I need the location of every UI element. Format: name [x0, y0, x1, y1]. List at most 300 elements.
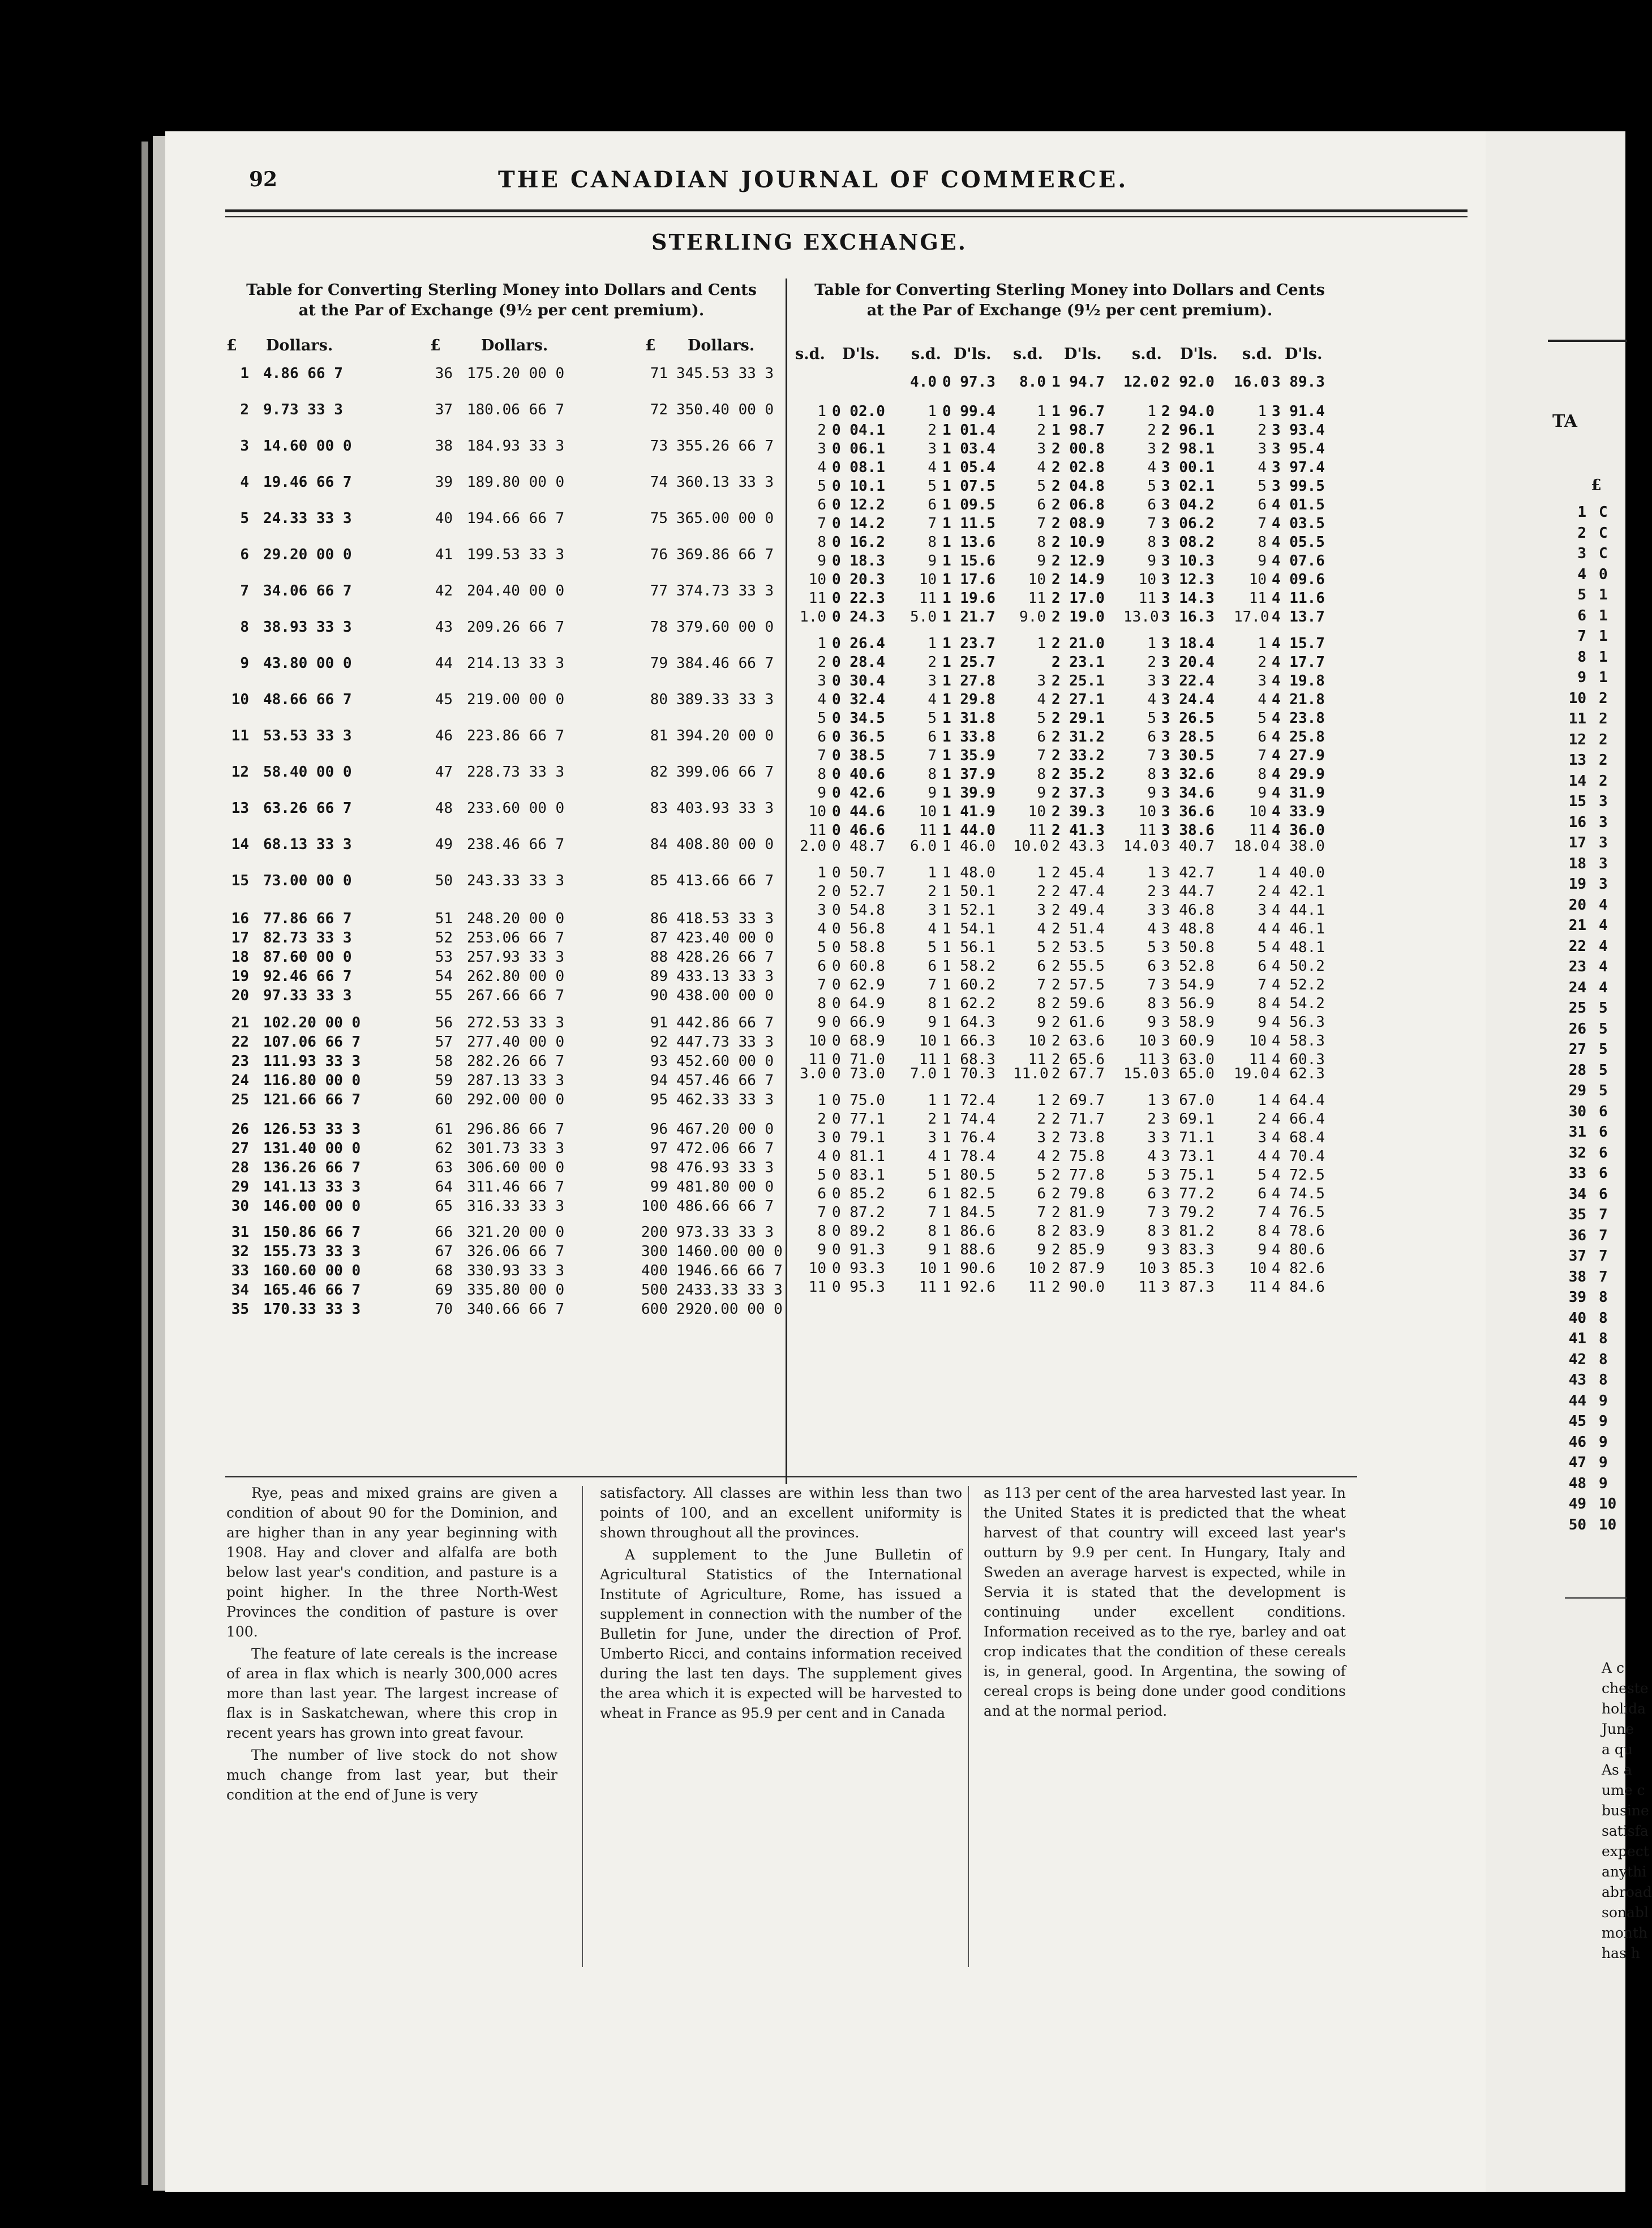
pound-cell: 76: [650, 546, 668, 563]
facing-pound-cell: 18: [1568, 855, 1586, 872]
facing-dollar-cell: 6: [1599, 1124, 1608, 1141]
article-column-3: [984, 1483, 1346, 1723]
facing-pound-cell: 40: [1568, 1309, 1586, 1327]
sd-cell: 10: [1028, 1032, 1046, 1049]
sd-cell: 3: [817, 440, 826, 457]
dls-cell: 3 52.8: [1161, 958, 1215, 975]
section-title: STERLING EXCHANGE.: [651, 229, 967, 255]
sd-cell: 1: [817, 635, 826, 652]
dls-cell: 0 77.1: [832, 1111, 885, 1128]
pound-cell: 57: [435, 1034, 453, 1051]
sd-cell: 3: [817, 672, 826, 689]
dls-cell: 2 23.1: [1052, 654, 1105, 671]
facing-pound-cell: 14: [1568, 772, 1586, 790]
facing-dollar-cell: 2: [1599, 710, 1608, 727]
dls-cell: 2 39.3: [1052, 803, 1105, 820]
dollar-cell: 413.66 66 7: [676, 872, 774, 889]
sd-cell: 9: [817, 785, 826, 802]
sd-cell: 7: [817, 1204, 826, 1221]
sd-cell: 9: [1258, 785, 1267, 802]
dls-cell: 3 06.2: [1161, 515, 1215, 532]
dls-cell: 0 81.1: [832, 1148, 885, 1165]
dls-cell: 0 60.8: [832, 958, 885, 975]
dls-cell: 1 90.6: [942, 1260, 996, 1277]
pound-cell: 86: [650, 910, 668, 927]
sd-cell: 7: [928, 747, 937, 764]
pound-cell: 92: [650, 1034, 668, 1051]
facing-text-line: June: [1602, 1721, 1634, 1737]
sd-cell: 6: [1258, 1185, 1267, 1202]
dls-cell: 4 33.9: [1272, 803, 1325, 820]
pound-cell: 36: [435, 365, 453, 382]
dls-cell: 0 04.1: [832, 422, 885, 439]
sd-cell: 11: [1248, 1051, 1267, 1068]
pound-cell: 99: [650, 1179, 668, 1196]
sd-cell: 6: [1037, 496, 1046, 513]
pound-cell: 49: [435, 836, 453, 853]
dls-cell: 1 52.1: [942, 902, 996, 919]
sd-cell: 1: [928, 635, 937, 652]
facing-dollar-cell: 6: [1599, 1103, 1608, 1120]
dollar-cell: 219.00 00 0: [467, 691, 565, 708]
dollar-cell: 447.73 33 3: [676, 1034, 774, 1051]
sd-cell: 2: [928, 654, 937, 671]
sd-cell: 4: [928, 920, 937, 937]
dollar-cell: 296.86 66 7: [467, 1121, 565, 1138]
dls-cell: 1 01.4: [942, 422, 996, 439]
dollar-cell: 399.06 66 7: [676, 764, 774, 781]
pound-cell: 18: [231, 949, 249, 966]
dls-cell: 2 57.5: [1052, 976, 1105, 993]
sd-cell: 2: [928, 883, 937, 900]
dls-cell: 1 48.0: [942, 864, 996, 881]
dollar-cell: 243.33 33 3: [467, 872, 565, 889]
facing-pound-cell: 15: [1568, 793, 1586, 810]
dollar-cell: 48.66 66 7: [263, 691, 352, 708]
facing-pound-cell: 34: [1568, 1185, 1586, 1203]
dls-cell: 2 06.8: [1052, 496, 1105, 513]
dls-cell: 4 17.7: [1272, 654, 1325, 671]
pound-cell: 66: [435, 1224, 453, 1241]
sd-cell: 10: [808, 1032, 826, 1049]
dls-cell: 0 54.8: [832, 902, 885, 919]
sd-cell: 3: [1147, 902, 1156, 919]
sd-cell: 8: [817, 995, 826, 1012]
pound-cell: 70: [435, 1301, 453, 1318]
sd-cell: 2: [1147, 422, 1156, 439]
dollar-cell: 170.33 33 3: [263, 1301, 361, 1318]
pound-cell: 85: [650, 872, 668, 889]
dls-cell: 1 25.7: [942, 654, 996, 671]
dls-cell: 4 58.3: [1272, 1032, 1325, 1049]
sd-cell: 1: [1037, 1092, 1046, 1109]
sd-cell: 6: [1147, 958, 1156, 975]
dls-cell: 0 56.8: [832, 920, 885, 937]
facing-dollar-cell: C: [1599, 504, 1608, 521]
dls-cell: 2 59.6: [1052, 995, 1105, 1012]
pound-cell: 56: [435, 1014, 453, 1031]
sd-cell: 3: [928, 1129, 937, 1146]
facing-dollar-cell: 4: [1599, 917, 1608, 934]
dls-cell: 1 21.7: [942, 609, 996, 625]
sd-cell: 5: [1037, 710, 1046, 727]
facing-pound-cell: 8: [1577, 648, 1586, 666]
dls-cell: 3 02.1: [1161, 478, 1215, 495]
sd-cell: 10: [1028, 803, 1046, 820]
right-col-sd-5: s.d.: [1242, 345, 1272, 363]
sd-cell: 2: [1037, 883, 1046, 900]
dollar-cell: 345.53 33 3: [676, 365, 774, 382]
sd-cell: 10: [1248, 571, 1267, 588]
dls-cell: 3 42.7: [1161, 864, 1215, 881]
pound-cell: 81: [650, 727, 668, 744]
dls-cell: 2 04.8: [1052, 478, 1105, 495]
article-paragraph: Rye, peas and mixed grains are given a condition of about 90 for the Dominion, and are higher than in any year beginning with 1908. Hay and clover and alfalfa are both below last year's condition, and pasture is a point higher. In the three North-West Provinces the condition of pasture is over 100.: [226, 1485, 557, 1640]
facing-dollar-cell: 4: [1599, 937, 1608, 955]
dollar-cell: 316.33 33 3: [467, 1198, 565, 1215]
dls-cell: 4 15.7: [1272, 635, 1325, 652]
sd-cell: 15.0: [1123, 1065, 1159, 1082]
sd-cell: 2: [1258, 1111, 1267, 1128]
dls-cell: 1 88.6: [942, 1241, 996, 1258]
pound-cell: 60: [435, 1091, 453, 1108]
sd-cell: 9: [1037, 1014, 1046, 1031]
dollar-cell: 394.20 00 0: [676, 727, 774, 744]
sd-cell: 4: [1258, 920, 1267, 937]
sd-cell: 4: [817, 1148, 826, 1165]
facing-pound-cell: 38: [1568, 1268, 1586, 1286]
dls-cell: 1 13.6: [942, 534, 996, 551]
facing-pound-cell: 39: [1568, 1289, 1586, 1306]
dls-cell: 2 17.0: [1052, 590, 1105, 607]
dollar-cell: 58.40 00 0: [263, 764, 352, 781]
dls-cell: 2 67.7: [1052, 1065, 1105, 1082]
sd-cell: 11: [1028, 822, 1046, 839]
facing-pound-cell: 47: [1568, 1454, 1586, 1471]
dollar-cell: 257.93 33 3: [467, 949, 565, 966]
column-rule-2: [968, 1486, 969, 1967]
dls-cell: 0 89.2: [832, 1223, 885, 1240]
page-gutter: [153, 136, 165, 2191]
dls-cell: 0 66.9: [832, 1014, 885, 1031]
sd-cell: 2: [817, 654, 826, 671]
sd-cell: 5: [1258, 939, 1267, 956]
dls-cell: 0 71.0: [832, 1051, 885, 1068]
pound-cell: 59: [435, 1072, 453, 1089]
sd-cell: 9: [1147, 1241, 1156, 1258]
facing-dollar-cell: 3: [1599, 813, 1608, 831]
dls-cell: 1 50.1: [942, 883, 996, 900]
facing-pound-cell: 41: [1568, 1330, 1586, 1347]
dls-cell: 0 10.1: [832, 478, 885, 495]
sd-cell: 6: [928, 1185, 937, 1202]
facing-dollar-cell: 2: [1599, 731, 1608, 748]
left-table-title-1: Table for Converting Sterling Money into Dollars and Cents: [246, 281, 757, 299]
dls-cell: 3 58.9: [1161, 1014, 1215, 1031]
pound-cell: 9: [240, 655, 249, 672]
sd-cell: 4: [928, 1148, 937, 1165]
sd-cell: 11.0: [1013, 1065, 1049, 1082]
facing-text-line: satisfa: [1602, 1823, 1649, 1839]
dollar-cell: 102.20 00 0: [263, 1014, 361, 1031]
facing-dollar-cell: C: [1599, 545, 1608, 562]
left-col-dollars-2: Dollars.: [481, 337, 548, 354]
sd-cell: 7: [1037, 747, 1046, 764]
facing-dollar-cell: 9: [1599, 1454, 1608, 1471]
dls-cell: 1 68.3: [942, 1051, 996, 1068]
facing-dollar-cell: 5: [1599, 1000, 1608, 1017]
sd-cell: 1: [1147, 864, 1156, 881]
pound-cell: 19: [231, 968, 249, 985]
facing-dollar-cell: 5: [1599, 1020, 1608, 1038]
sd-cell: 11: [1248, 590, 1267, 607]
dls-cell: 4 23.8: [1272, 710, 1325, 727]
pound-cell: 500: [641, 1282, 668, 1299]
facing-pound-cell: 35: [1568, 1206, 1586, 1223]
pound-cell: 27: [231, 1140, 249, 1157]
sd-cell: 6: [817, 496, 826, 513]
dls-cell: 2 73.8: [1052, 1129, 1105, 1146]
dollar-cell: 452.60 00 0: [676, 1053, 774, 1070]
sd-cell: 9: [1037, 552, 1046, 569]
sd-cell: 2: [928, 422, 937, 439]
sd-cell: 2: [1258, 654, 1267, 671]
right-col-dls-4: D'ls.: [1180, 345, 1218, 363]
dollar-cell: 486.66 66 7: [676, 1198, 774, 1215]
pound-cell: 35: [231, 1301, 249, 1318]
pound-cell: 32: [231, 1243, 249, 1260]
dls-cell: 0 62.9: [832, 976, 885, 993]
sd-cell: 11: [1138, 590, 1156, 607]
pound-cell: 8: [240, 619, 249, 636]
dls-cell: 4 46.1: [1272, 920, 1325, 937]
dollar-cell: 121.66 66 7: [263, 1091, 361, 1108]
dollar-cell: 287.13 33 3: [467, 1072, 565, 1089]
facing-text-line: As a: [1602, 1762, 1632, 1778]
dls-cell: 3 54.9: [1161, 976, 1215, 993]
sd-cell: 5: [928, 710, 937, 727]
facing-pound-cell: 27: [1568, 1041, 1586, 1058]
dls-cell: 3 83.3: [1161, 1241, 1215, 1258]
pound-cell: 38: [435, 438, 453, 455]
sd-cell: 9: [817, 1014, 826, 1031]
sd-cell: 4: [817, 459, 826, 476]
dollar-cell: 389.33 33 3: [676, 691, 774, 708]
dollar-cell: 175.20 00 0: [467, 365, 565, 382]
facing-dollar-cell: 3: [1599, 834, 1608, 851]
sd-cell: 8: [1147, 534, 1156, 551]
dollar-cell: 14.60 00 0: [263, 438, 352, 455]
dollar-cell: 311.46 66 7: [467, 1179, 565, 1196]
dollar-cell: 438.00 00 0: [676, 987, 774, 1004]
dls-cell: 4 78.6: [1272, 1223, 1325, 1240]
dls-cell: 3 91.4: [1272, 403, 1325, 420]
sd-cell: 5: [817, 478, 826, 495]
sd-cell: 10: [1248, 1032, 1267, 1049]
sd-cell: 6.0: [910, 838, 937, 855]
dollar-cell: 97.33 33 3: [263, 987, 352, 1004]
dls-cell: 3 67.0: [1161, 1092, 1215, 1109]
sd-cell: 5: [1258, 710, 1267, 727]
dollar-cell: 326.06 66 7: [467, 1243, 565, 1260]
sd-cell: 1: [1258, 1092, 1267, 1109]
left-col-pound-2: £: [430, 337, 441, 354]
sd-cell: 1: [817, 403, 826, 420]
dls-cell: 0 79.1: [832, 1129, 885, 1146]
pound-cell: 29: [231, 1179, 249, 1196]
sd-cell: 3: [1258, 902, 1267, 919]
sd-cell: 11: [1138, 1051, 1156, 1068]
dollar-cell: 418.53 33 3: [676, 910, 774, 927]
dls-cell: 1 82.5: [942, 1185, 996, 1202]
dollar-cell: 379.60 00 0: [676, 619, 774, 636]
dollar-cell: 38.93 33 3: [263, 619, 352, 636]
facing-text-line: A c: [1602, 1660, 1625, 1676]
facing-text-line: cheste: [1602, 1680, 1649, 1696]
pound-cell: 48: [435, 800, 453, 817]
pound-cell: 82: [650, 764, 668, 781]
pound-cell: 33: [231, 1262, 249, 1279]
facing-dollar-cell: 10: [1599, 1496, 1617, 1513]
sd-cell: 4: [1258, 459, 1267, 476]
sd-cell: 10: [1248, 803, 1267, 820]
sd-cell: 8: [928, 1223, 937, 1240]
dollar-cell: 9.73 33 3: [263, 401, 343, 418]
dls-cell: 2 69.7: [1052, 1092, 1105, 1109]
dls-cell: 3 87.3: [1161, 1279, 1215, 1296]
sd-cell: 7: [1258, 747, 1267, 764]
sd-cell: 10: [919, 803, 937, 820]
dls-cell: 1 37.9: [942, 766, 996, 783]
facing-dollar-cell: 1: [1599, 586, 1608, 603]
dls-cell: 0 44.6: [832, 803, 885, 820]
dls-cell: 3 93.4: [1272, 422, 1325, 439]
pound-cell: 51: [435, 910, 453, 927]
dls-cell: 4 05.5: [1272, 534, 1325, 551]
dls-cell: 2 02.8: [1052, 459, 1105, 476]
dls-cell: 3 14.3: [1161, 590, 1215, 607]
sd-cell: 11: [1248, 1279, 1267, 1296]
dls-cell: 2 21.0: [1052, 635, 1105, 652]
dls-cell: 4 80.6: [1272, 1241, 1325, 1258]
facing-dollar-cell: 8: [1599, 1309, 1608, 1327]
sd-cell: 3: [1147, 1129, 1156, 1146]
sd-cell: 3: [817, 1129, 826, 1146]
dls-cell: 1 74.4: [942, 1111, 996, 1128]
dls-cell: 1 41.9: [942, 803, 996, 820]
dls-cell: 0 97.3: [942, 374, 996, 391]
dls-cell: 3 95.4: [1272, 440, 1325, 457]
dls-cell: 0 08.1: [832, 459, 885, 476]
dollar-cell: 209.26 66 7: [467, 619, 565, 636]
sd-cell: 6: [817, 958, 826, 975]
left-col-pound-3: £: [645, 337, 656, 354]
dls-cell: 1 54.1: [942, 920, 996, 937]
dls-cell: 0 75.0: [832, 1092, 885, 1109]
sd-cell: 7: [1037, 976, 1046, 993]
sd-cell: 4: [1258, 1148, 1267, 1165]
facing-pound-cell: 46: [1568, 1433, 1586, 1451]
dls-cell: 1 84.5: [942, 1204, 996, 1221]
pound-cell: 73: [650, 438, 668, 455]
facing-pound-cell: 13: [1568, 752, 1586, 769]
pound-cell: 95: [650, 1091, 668, 1108]
dollar-cell: 53.53 33 3: [263, 727, 352, 744]
sd-cell: 7: [928, 976, 937, 993]
sd-cell: 9: [928, 785, 937, 802]
facing-dollar-cell: 8: [1599, 1372, 1608, 1389]
sd-cell: 10: [808, 803, 826, 820]
dls-cell: 0 24.3: [832, 609, 885, 625]
dls-cell: 3 30.5: [1161, 747, 1215, 764]
sd-cell: 2: [1258, 883, 1267, 900]
dls-cell: 1 66.3: [942, 1032, 996, 1049]
sd-cell: 8.0: [1019, 374, 1046, 391]
dls-cell: 2 65.6: [1052, 1051, 1105, 1068]
dls-cell: 1 23.7: [942, 635, 996, 652]
right-col-dls-1: D'ls.: [842, 345, 880, 363]
facing-text-line: a qu: [1602, 1741, 1633, 1758]
dls-cell: 2 55.5: [1052, 958, 1105, 975]
dls-cell: 1 11.5: [942, 515, 996, 532]
right-col-sd-2: s.d.: [911, 345, 941, 363]
facing-pound-cell: 42: [1568, 1351, 1586, 1368]
sd-cell: 5: [1147, 478, 1156, 495]
dls-cell: 4 82.6: [1272, 1260, 1325, 1277]
dls-cell: 2 29.1: [1052, 710, 1105, 727]
facing-dollar-cell: 8: [1599, 1330, 1608, 1347]
dls-cell: 1 98.7: [1052, 422, 1105, 439]
facing-dollar-cell: 7: [1599, 1227, 1608, 1244]
sd-cell: 10: [1138, 1032, 1156, 1049]
dollar-cell: 335.80 00 0: [467, 1282, 565, 1299]
facing-dollar-cell: 0: [1599, 565, 1608, 583]
dls-cell: 2 19.0: [1052, 609, 1105, 625]
pound-cell: 45: [435, 691, 453, 708]
dollar-cell: 1460.00 00 0: [676, 1243, 783, 1260]
sd-cell: 1: [1037, 864, 1046, 881]
dollar-cell: 272.53 33 3: [467, 1014, 565, 1031]
dollar-cell: 68.13 33 3: [263, 836, 352, 853]
pound-cell: 16: [231, 910, 249, 927]
dollar-cell: 423.40 00 0: [676, 929, 774, 946]
facing-pound-cell: 6: [1577, 607, 1586, 624]
dls-cell: 2 45.4: [1052, 864, 1105, 881]
sd-cell: 7: [1147, 747, 1156, 764]
pound-cell: 64: [435, 1179, 453, 1196]
dollar-cell: 365.00 00 0: [676, 510, 774, 527]
dollar-cell: 301.73 33 3: [467, 1140, 565, 1157]
sd-cell: 11: [808, 1051, 826, 1068]
dollar-cell: 24.33 33 3: [263, 510, 352, 527]
dls-cell: 2 53.5: [1052, 939, 1105, 956]
sd-cell: 17.0: [1234, 609, 1269, 625]
sd-cell: 6: [1037, 958, 1046, 975]
column-rule-1: [582, 1486, 583, 1967]
sd-cell: 2: [1258, 422, 1267, 439]
dollar-cell: 2433.33 33 3: [676, 1282, 783, 1299]
pound-cell: 39: [435, 474, 453, 491]
sd-cell: 9: [817, 1241, 826, 1258]
pound-cell: 1: [240, 365, 249, 382]
pound-cell: 83: [650, 800, 668, 817]
sd-cell: 9: [1258, 1241, 1267, 1258]
left-col-dollars-3: Dollars.: [688, 337, 755, 354]
dls-cell: 2 14.9: [1052, 571, 1105, 588]
dls-cell: 3 16.3: [1161, 609, 1215, 625]
sd-cell: 9: [1147, 552, 1156, 569]
right-col-sd-1: s.d.: [795, 345, 825, 363]
